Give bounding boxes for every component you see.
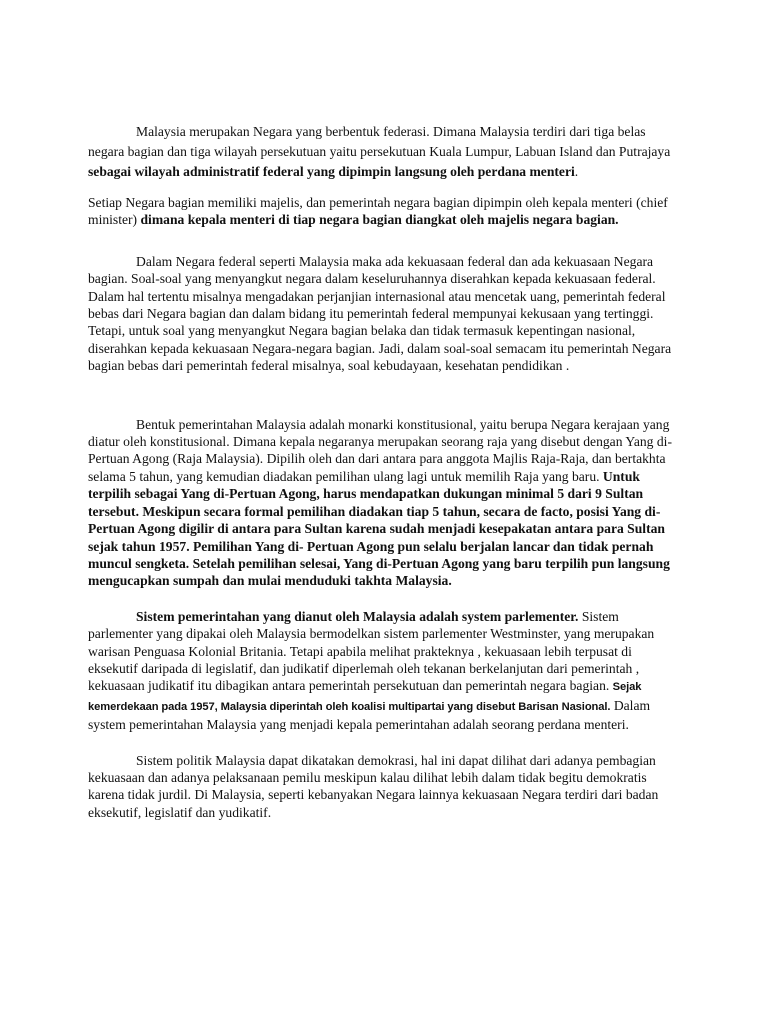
paragraph-5-bold-lead: Sistem pemerintahan yang dianut oleh Malaysia adalah system parlementer. — [136, 608, 579, 624]
paragraph-5 — [88, 608, 673, 734]
paragraph-4-text: Bentuk pemerintahan Malaysia adalah monarki konstitusional, yaitu berupa Negara kerajaan yang diatur oleh konstitusional. Dimana kepala negaranya merupakan seorang raja yang disebut dengan Yang di-Pertuan Agong (Raja Malaysia). Dipilih oleh dan dari antara para anggota Majlis Raja-Raja, dan bertakhta selama 5 tahun, yang kemudian diadakan pemilihan ulang lagi untuk memilih Raja yang baru. — [88, 416, 672, 484]
paragraph-2-text: Setiap Negara bagian memiliki majelis, dan pemerintah negara bagian dipimpin oleh kepala menteri (chief minister) — [88, 195, 668, 228]
paragraph-5-end: Dalam system pemerintahan Malaysia yang menjadi kepala pemerintahan adalah seorang perdana menteri. — [88, 697, 651, 733]
paragraph-6-text: Sistem politik Malaysia dapat dikatakan demokrasi, hal ini dapat dilihat dari adanya pembagian kekuasaan dan adanya pelaksanaan pemilu meskipun kalau dilihat lebih dalam tidak begitu demokratis karena tidak jurdil. Di Malaysia, seperti kebanyakan Negara lainnya kekuasaan Negara terdiri dari badan eksekutif, legislatif dan yudikatif. — [88, 752, 659, 820]
paragraph-4-bold-text: Untuk terpilih sebagai Yang di-Pertuan Agong, harus mendapatkan dukungan minimal 5 dari 9 Sultan tersebut. Meskipun secara formal pemilihan diadakan tiap 5 tahun, secara de facto, posisi Yang di-Pertuan Agong digilir di antara para Sultan karena sudah menjadi kesepakatan antara para Sultan sejak tahun 1957. Pemilihan Yang di- Pertuan Agong pun selalu berjalan lancar dan tidak pernah muncul sengketa. Setelah pemilihan selesai, Yang di-Pertuan Agong yang baru terpilih pun langsung mengucapkan sumpah dan mulai menduduki takhta Malaysia. — [88, 468, 670, 589]
paragraph-1-bold-text: sebagai wilayah administratif federal yang dipimpin langsung oleh perdana menteri — [88, 164, 575, 179]
paragraph-1-end: . — [574, 164, 579, 179]
paragraph-3 — [88, 253, 673, 375]
paragraph-5-sans-text: Sejak kemerdekaan pada 1957, Malaysia diperintah oleh koalisi multipartai yang disebut Barisan Nasional. — [88, 681, 642, 713]
paragraph-1-text: Malaysia merupakan Negara yang berbentuk federasi. Dimana Malaysia terdiri dari tiga belas negara bagian dan tiga wilayah persekutuan yaitu persekutuan Kuala Lumpur, Labuan Island dan Putrajaya — [88, 124, 671, 159]
paragraph-3-text: Dalam Negara federal seperti Malaysia maka ada kekuasaan federal dan ada kekuasaan Negara bagian. Soal-soal yang menyangkut negara dalam keseluruhannya diserahkan kepada kekuasaan federal. Dalam hal tertentu misalnya mengadakan perjanjian internasional atau mencetak uang, pemerintah federal bebas dari Negara bagian dan dalam bidang itu pemerintah federal mempunyai kekusaan yang tertinggi. Tetapi, untuk soal yang menyangkut Negara bagian belaka dan tidak termasuk kepentingan nasional, diserahkan kepada kekuasaan Negara-negara bagian. Jadi, dalam soal-soal semacam itu pemerintah Negara bagian bebas dari pemerintah federal misalnya, soal kebudayaan, kesehatan pendidikan . — [88, 253, 672, 374]
paragraph-6 — [88, 752, 673, 822]
paragraph-5-text: Sistem parlementer yang dipakai oleh Malaysia bermodelkan sistem parlementer Westminster, yang merupakan warisan Penguasa Kolonial Britania. Tetapi apabila melihat prakteknya , kekuasaan lebih terpusat di eksekutif daripada di legislatif, dan judikatif diperlemah oleh tekanan berkelanjutan dari pemerintah , kekuasaan judikatif itu dibagikan antara pemerintah persekutuan dan pemerintah negara bagian. — [88, 608, 655, 694]
paragraph-4 — [88, 416, 673, 590]
paragraph-2 — [88, 194, 673, 229]
paragraph-2-bold-text: dimana kepala menteri di tiap negara bagian diangkat oleh majelis negara bagian. — [140, 212, 619, 228]
paragraph-1 — [88, 122, 673, 182]
